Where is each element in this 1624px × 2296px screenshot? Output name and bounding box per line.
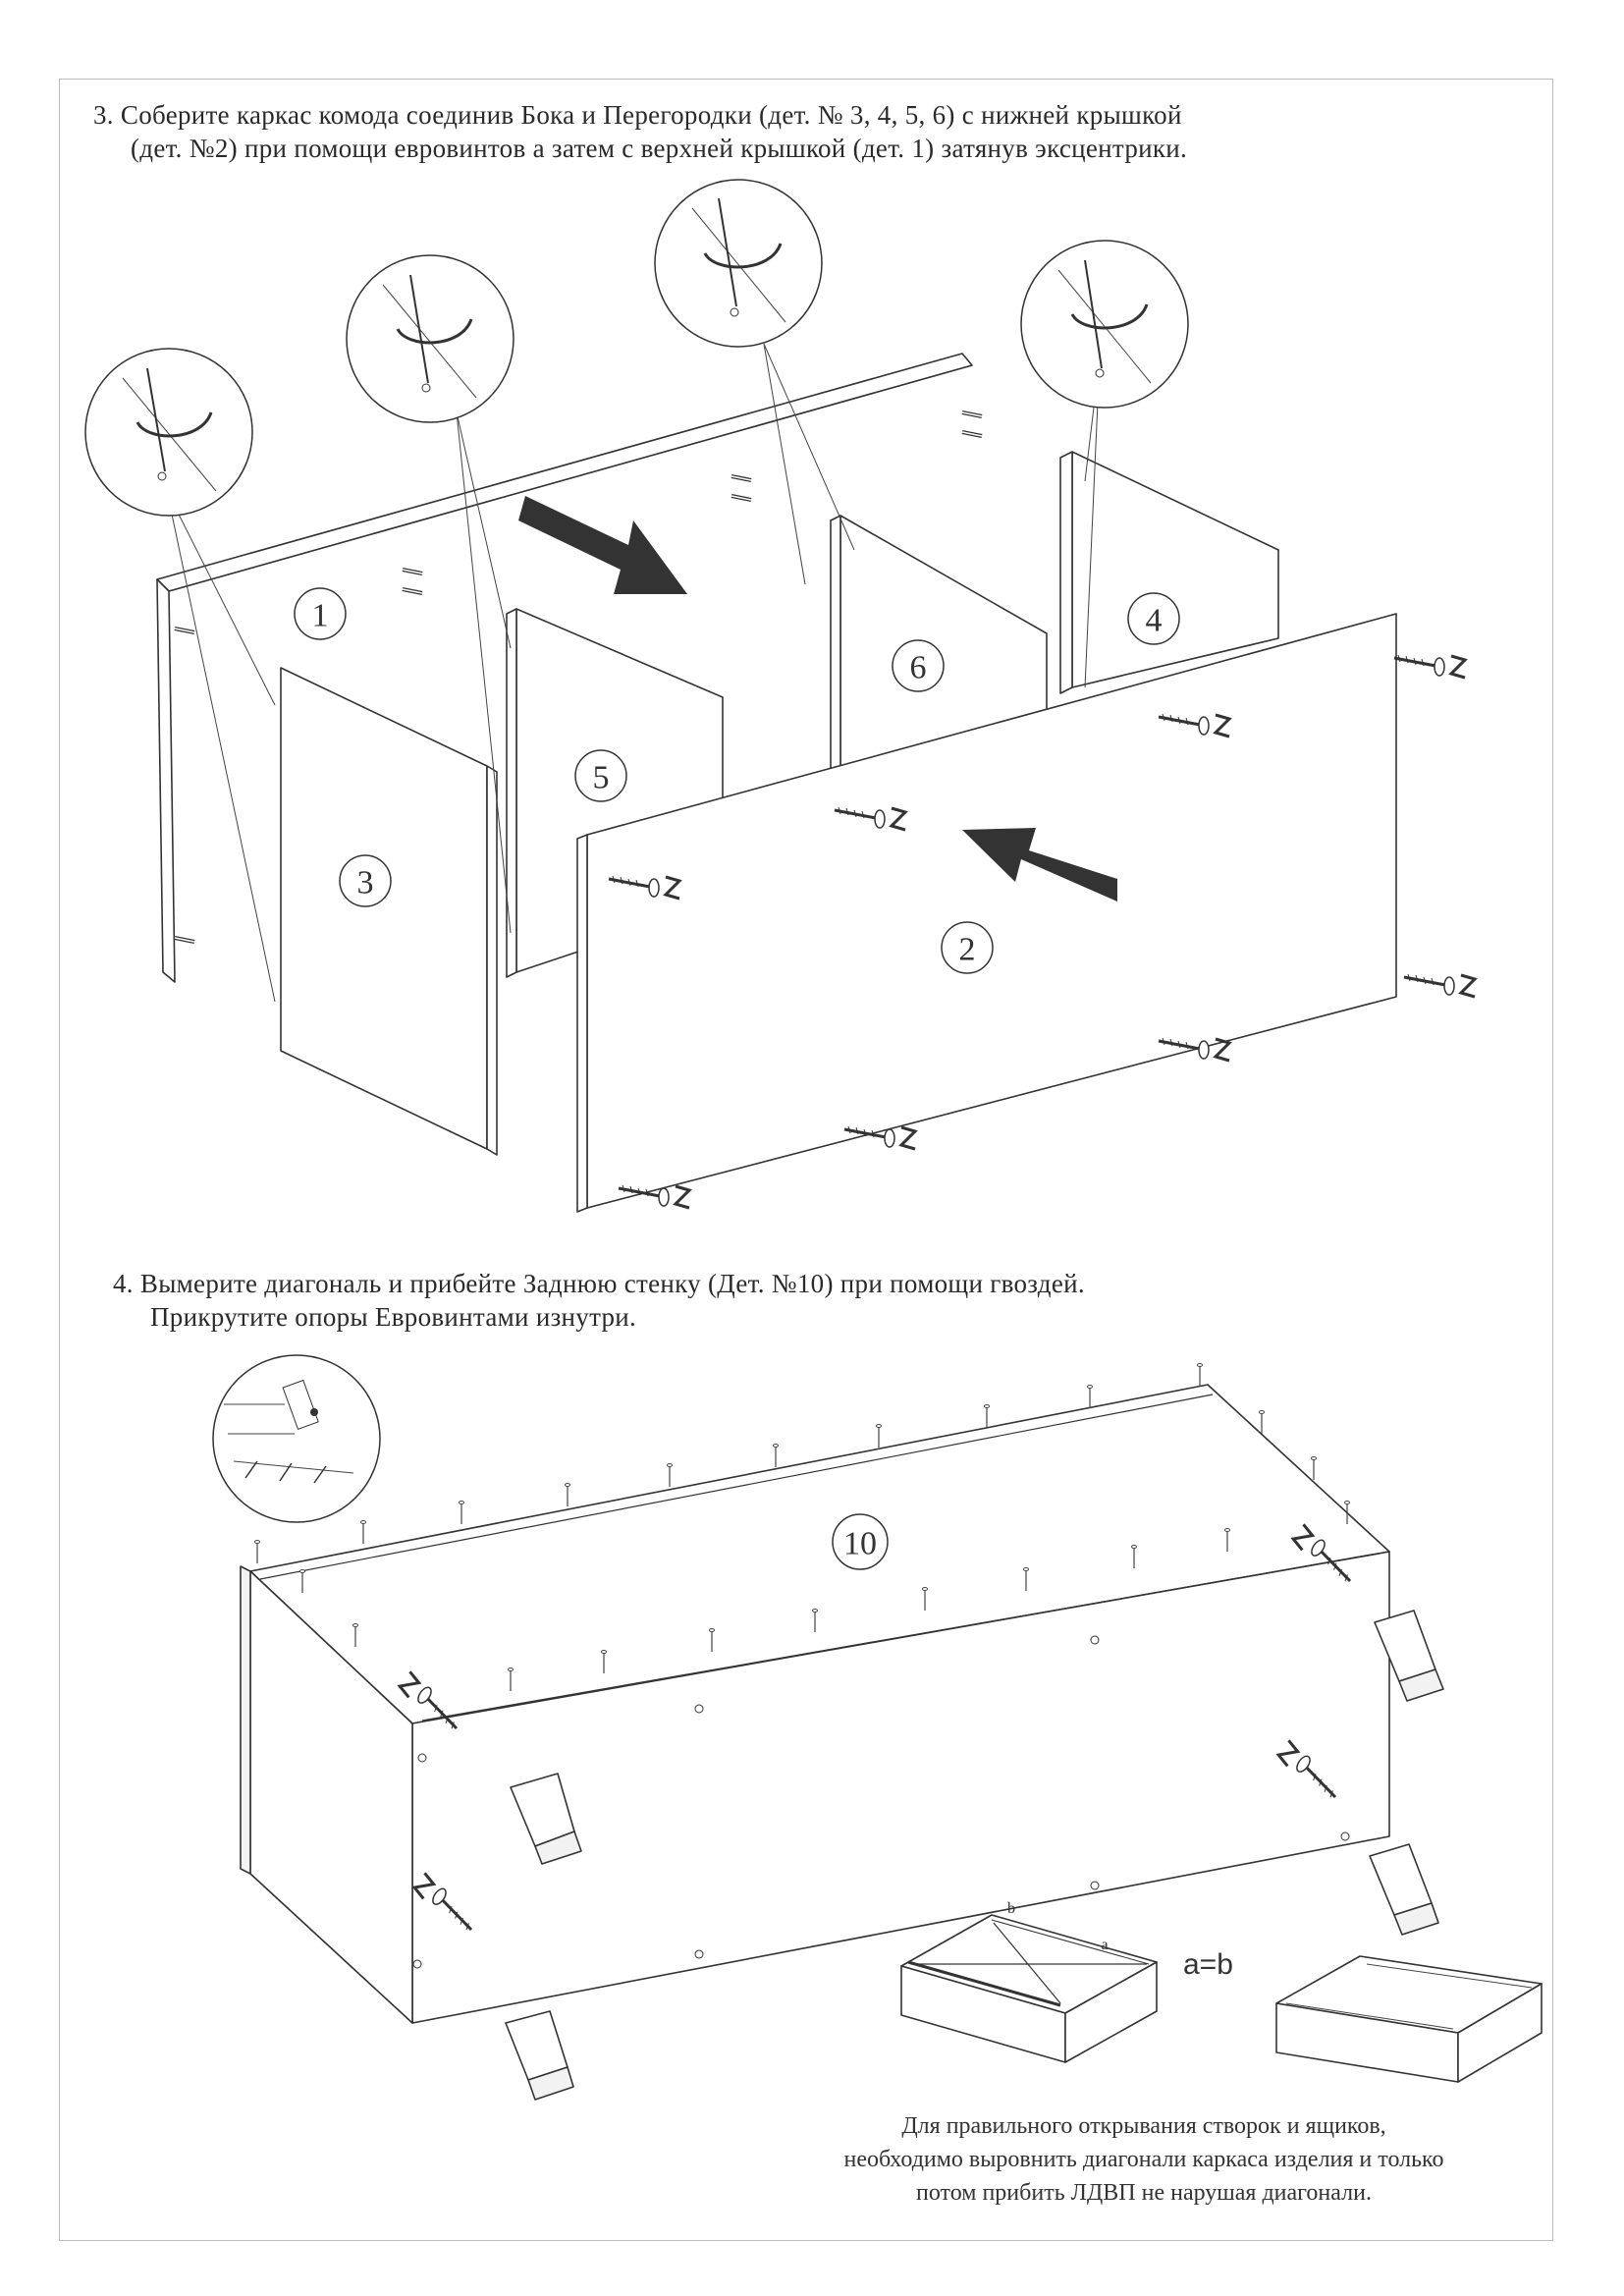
panel-3 bbox=[281, 668, 487, 1149]
note-line-3: потом прибить ЛДВП не нарушая диагонали. bbox=[916, 2180, 1372, 2206]
svg-text:1: 1 bbox=[311, 597, 329, 634]
eccentric-tighten-icon bbox=[655, 180, 822, 347]
diagonal-label-b: b bbox=[1007, 1900, 1015, 1917]
svg-text:3: 3 bbox=[356, 864, 374, 902]
eccentric-tighten-icon bbox=[85, 349, 252, 516]
part-label-6 bbox=[893, 640, 944, 691]
eccentric-tighten-icon bbox=[1021, 241, 1188, 408]
part-label-3 bbox=[340, 855, 391, 906]
diagonal-equality: a=b bbox=[1183, 1948, 1233, 1981]
part-label-1 bbox=[295, 588, 346, 639]
diagonal-note bbox=[741, 2109, 1546, 2210]
euroscrew-icon bbox=[1394, 655, 1465, 678]
step-3-line-2: (дет. №2) при помощи евровинтов а затем с верхней крышкой (дет. 1) затянув эксцентрики. bbox=[131, 134, 1188, 163]
part-label-10 bbox=[833, 1514, 888, 1569]
step-4-line-1: 4. Вымерите диагональ и прибейте Заднюю стенку (Дет. №10) при помощи гвоздей. bbox=[113, 1269, 1085, 1298]
step-3-line-1: 3. Соберите каркас комода соединив Бока и Перегородки (дет. № 3, 4, 5, 6) с нижней крышкой bbox=[93, 100, 1182, 130]
foot-support-icon bbox=[506, 2011, 573, 2100]
svg-text:10: 10 bbox=[843, 1525, 877, 1562]
note-line-1: Для правильного открывания створок и ящиков, bbox=[901, 2113, 1386, 2139]
note-line-2: необходимо выровнить диагонали каркаса изделия и только bbox=[843, 2147, 1444, 2172]
nailed-back-panel-diagram bbox=[1276, 1956, 1542, 2082]
foot-support-icon bbox=[1370, 1844, 1438, 1935]
step-4-line-2: Прикрутите опоры Евровинтами изнутри. bbox=[150, 1302, 637, 1332]
svg-text:2: 2 bbox=[958, 931, 976, 968]
part-label-5 bbox=[575, 750, 626, 801]
arrow-icon bbox=[518, 496, 687, 594]
panel-1-left-edge bbox=[157, 579, 175, 982]
nail-detail-icon bbox=[213, 1355, 380, 1522]
svg-text:6: 6 bbox=[909, 649, 927, 686]
eccentric-tighten-icon bbox=[347, 255, 514, 422]
part-label-2 bbox=[942, 922, 993, 973]
svg-text:4: 4 bbox=[1145, 602, 1163, 639]
diagonal-check-diagram bbox=[901, 1900, 1233, 2062]
panel-4 bbox=[1072, 452, 1278, 687]
part-label-4 bbox=[1128, 593, 1179, 644]
svg-text:5: 5 bbox=[592, 759, 610, 796]
step-3-exploded-view bbox=[85, 180, 1475, 1212]
diagonal-label-a: a bbox=[1101, 1937, 1109, 1953]
euroscrew-icon bbox=[1404, 974, 1475, 997]
step-4-assembled-view bbox=[213, 1355, 1443, 2100]
